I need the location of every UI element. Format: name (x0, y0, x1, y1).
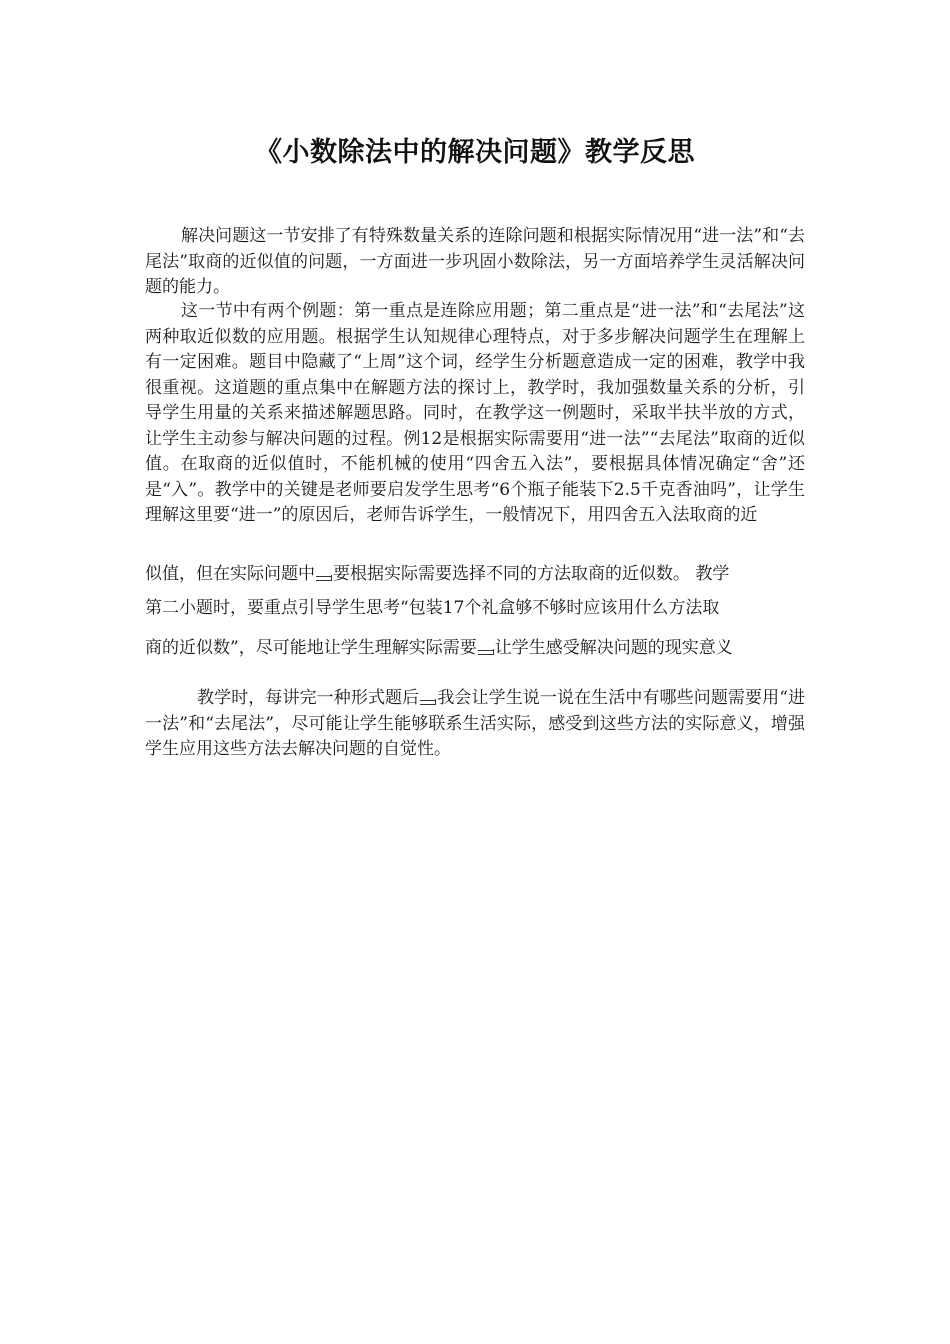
text-span: 教学时，每讲完一种形式题后 (197, 688, 420, 708)
revision-mark-icon (316, 573, 332, 581)
text-span: 让学生感受解决问题的现实意义 (494, 638, 733, 658)
text-span: 要根据实际需要选择不同的方法取商的近似数。 教学 (333, 564, 730, 584)
paragraph-intro: 解决问题这一节安排了有特殊数量关系的连除问题和根据实际情况用“进一法”和“去尾法”取商的近似值的问题，一方面进一步巩固小数除法，另一方面培养学生灵活解决问题的能力。 (145, 226, 805, 297)
paragraph-examples: 这一节中有两个例题：第一重点是连除应用题；第二重点是“进一法”和“去尾法”这两种取近似数的应用题。根据学生认知规律心理特点，对于多步解决问题学生在理解上有一定困难。题目中隐藏了“上周”这个词，经学生分析题意造成一定的困难，教学中我很重视。这道题的重点集中在解题方法的探讨上，教学时，我加强数量关系的分析，引导学生用量的关系来描述解题思路。同时，在教学这一例题时，采取半扶半放的方式，让学生主动参与解决问题的过程。例12是根据实际需要用“进一法”“去尾法”取商的近似值。在取商的近似值时，不能机械的使用“四舍五入法”，要根据具体情况确定“舍”还是“入”。教学中的关键是老师要启发学生思考“6个瓶子能装下2.5千克香油吗”，让学生理解这里要“进一”的原因后，老师告诉学生，一般情况下，用四舍五入法取商的近 (145, 301, 805, 525)
revision-mark-icon (420, 697, 436, 705)
text-span: 我会让学生说一说在生活中有哪些问题需要用“进一法”和“去尾法”，尽可能让学生能够联系生活实际，感受到这些方法的实际意义，增强学生应用这些方法去解决问题的自觉性。 (145, 688, 805, 759)
document-title: 《小数除法中的解决问题》教学反思 (255, 137, 695, 168)
paragraph-line: 第二小题时，要重点引导学生思考“包装17个礼盒够不够时应该用什么方法取 (145, 598, 720, 618)
paragraph-conclusion (145, 686, 805, 763)
paragraph-line (145, 562, 805, 586)
paragraph-line (145, 636, 805, 660)
text-span: 商的近似数”，尽可能地让学生理解实际需要 (145, 638, 477, 658)
text-span: 似值，但在实际问题中 (145, 564, 315, 584)
revision-mark-icon (478, 647, 494, 655)
